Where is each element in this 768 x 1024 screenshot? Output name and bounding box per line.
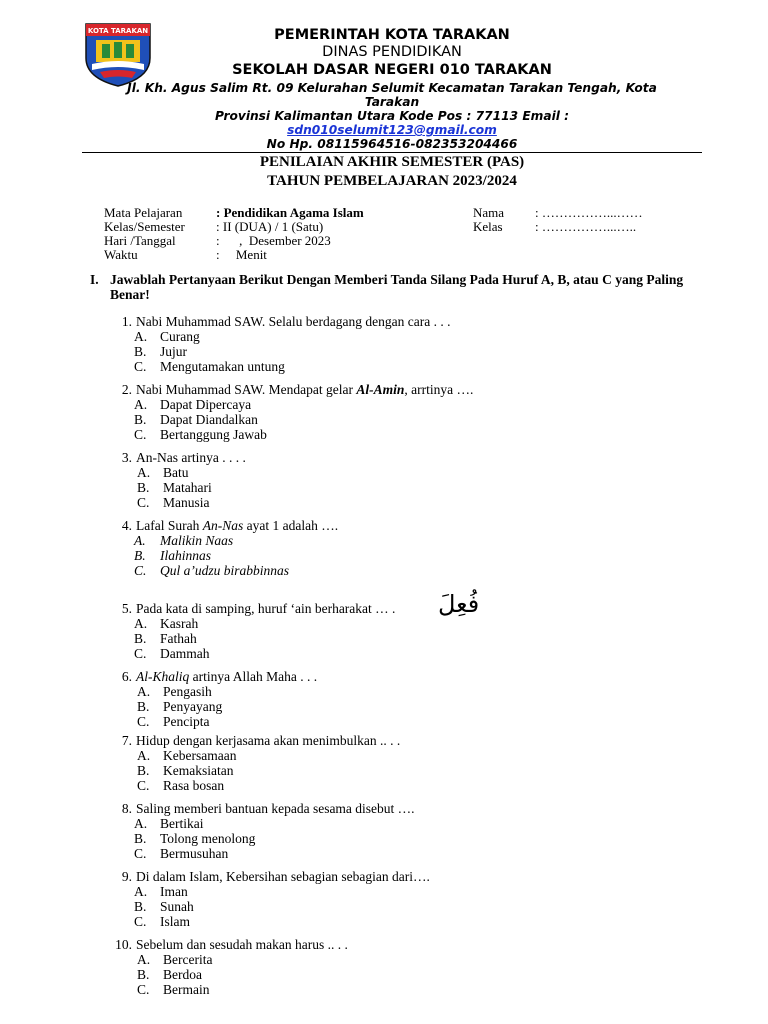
question-text-part: Lafal Surah — [136, 518, 203, 533]
question-text — [136, 382, 473, 397]
option-letter: A. — [134, 329, 148, 344]
question-text — [136, 869, 430, 884]
option-text: Manusia — [163, 495, 210, 510]
question-number: 7. — [121, 733, 132, 748]
option-letter: C. — [134, 646, 147, 661]
question-number: 8. — [121, 801, 132, 816]
answer-option-4-b[interactable] — [134, 548, 211, 563]
subject-value: : Pendidikan Agama Islam — [216, 205, 364, 220]
question-text-part: , arrtinya …. — [404, 382, 474, 397]
option-letter: C. — [134, 359, 147, 374]
option-letter: B. — [134, 412, 147, 427]
answer-option-10-c[interactable] — [137, 982, 210, 997]
question-text-part: ayat 1 adalah …. — [243, 518, 339, 533]
class-label: Kelas/Semester — [104, 219, 185, 234]
option-letter: A. — [137, 465, 151, 480]
option-letter: B. — [134, 548, 146, 563]
option-letter: A. — [134, 533, 146, 548]
question-number: 5. — [121, 601, 132, 616]
question-italic-term: Al-Khaliq — [136, 669, 190, 684]
option-letter: C. — [137, 495, 150, 510]
address-line-2: Tarakan — [364, 95, 420, 109]
name-label: Nama — [473, 205, 505, 220]
option-text: Jujur — [160, 344, 187, 359]
question-text — [136, 450, 246, 465]
option-letter: B. — [134, 899, 147, 914]
option-text: Sunah — [160, 899, 194, 914]
answer-option-5-c[interactable] — [134, 646, 210, 661]
option-text: Fathah — [160, 631, 197, 646]
answer-option-9-b[interactable] — [134, 899, 194, 914]
answer-option-3-c[interactable] — [137, 495, 210, 510]
school-name: SEKOLAH DASAR NEGERI 010 TARAKAN — [232, 62, 552, 78]
question-text-part: artinya Allah Maha . . . — [189, 669, 318, 684]
option-letter: C. — [134, 563, 147, 578]
option-text: Islam — [160, 914, 190, 929]
option-letter: A. — [134, 616, 148, 631]
question-text-part: Hidup dengan kerjasama akan menimbulkan .. . . — [136, 733, 401, 748]
question-italic-term: An-Nas — [202, 518, 244, 533]
option-text: Curang — [160, 329, 200, 344]
question-text-part: Nabi Muhammad SAW. Selalu berdagang dengan cara . . . — [136, 314, 451, 329]
answer-option-6-a[interactable] — [137, 684, 212, 699]
answer-option-7-a[interactable] — [137, 748, 236, 763]
answer-option-2-b[interactable] — [134, 412, 258, 427]
option-letter: A. — [134, 884, 148, 899]
date-value: : , Desember 2023 — [216, 233, 331, 248]
option-text: Pengasih — [163, 684, 212, 699]
question-text-part: Saling memberi bantuan kepada sesama disebut …. — [136, 801, 415, 816]
option-letter: C. — [137, 778, 150, 793]
question-text — [136, 518, 338, 533]
section-number: I. — [90, 272, 99, 287]
date-label: Hari /Tanggal — [104, 233, 176, 248]
class-value: : II (DUA) / 1 (Satu) — [216, 219, 324, 234]
option-letter: A. — [134, 816, 148, 831]
answer-option-1-c[interactable] — [134, 359, 285, 374]
gov-name: PEMERINTAH KOTA TARAKAN — [274, 27, 510, 43]
option-letter: B. — [134, 344, 147, 359]
option-text: Malikin Naas — [160, 533, 234, 548]
name-value: : ……………...…… — [535, 205, 643, 220]
option-letter: B. — [134, 831, 147, 846]
answer-option-10-b[interactable] — [137, 967, 202, 982]
answer-option-8-b[interactable] — [134, 831, 255, 846]
exam-year: TAHUN PEMBELAJARAN 2023/2024 — [267, 173, 517, 189]
exam-title: PENILAIAN AKHIR SEMESTER (PAS) — [259, 154, 525, 170]
option-text: Qul a’udzu birabbinnas — [160, 563, 290, 578]
school-address — [80, 81, 704, 123]
option-text: Kebersamaan — [163, 748, 237, 763]
option-text: Dapat Diandalkan — [160, 412, 258, 427]
option-text: Bertanggung Jawab — [160, 427, 267, 442]
address-line-3: Provinsi Kalimantan Utara Kode Pos : 77113 Email : — [214, 109, 570, 123]
answer-option-6-c[interactable] — [137, 714, 210, 729]
answer-option-9-a[interactable] — [134, 884, 188, 899]
time-label: Waktu — [104, 247, 138, 262]
question-number: 3. — [121, 450, 132, 465]
option-letter: B. — [137, 763, 150, 778]
option-text: Tolong menolong — [160, 831, 256, 846]
option-text: Ilahinnas — [160, 548, 212, 563]
question-text-part: Sebelum dan sesudah makan harus .. . . — [136, 937, 348, 952]
section-instruction: Jawablah Pertanyaan Berikut Dengan Memberi Tanda Silang Pada Huruf A, B, atau C yang Paling Benar! — [110, 272, 684, 302]
answer-option-3-b[interactable] — [137, 480, 212, 495]
subject-label: Mata Pelajaran — [104, 205, 183, 220]
question-text-part: Di dalam Islam, Kebersihan sebagian sebagian dari…. — [136, 869, 430, 884]
option-text: Mengutamakan untung — [160, 359, 285, 374]
option-text: Batu — [163, 465, 189, 480]
answer-option-7-c[interactable] — [137, 778, 224, 793]
answer-option-6-b[interactable] — [137, 699, 222, 714]
option-letter: A. — [134, 397, 148, 412]
option-text: Matahari — [163, 480, 212, 495]
answer-option-5-a[interactable] — [134, 616, 198, 631]
option-letter: C. — [137, 982, 150, 997]
answer-option-3-a[interactable] — [137, 465, 189, 480]
phone-number: No Hp. 08115964516-082353204466 — [266, 137, 518, 151]
department-name: DINAS PENDIDIKAN — [322, 44, 462, 60]
option-letter: B. — [137, 699, 150, 714]
option-letter: A. — [137, 748, 151, 763]
option-letter: B. — [137, 967, 150, 982]
option-text: Bermain — [163, 982, 210, 997]
option-text: Bercerita — [163, 952, 213, 967]
time-value: : Menit — [216, 247, 267, 262]
question-number: 4. — [121, 518, 132, 533]
option-letter: A. — [137, 952, 151, 967]
question-number: 2. — [121, 382, 132, 397]
option-text: Dammah — [160, 646, 210, 661]
question-italic-term: Al-Amin — [356, 382, 405, 397]
question-text-part: Pada kata di samping, huruf ‘ain berharakat … . — [136, 601, 396, 616]
question-text — [136, 314, 450, 329]
option-letter: C. — [134, 427, 147, 442]
header-divider — [82, 152, 702, 153]
option-text: Bertikai — [160, 816, 204, 831]
option-text: Dapat Dipercaya — [160, 397, 252, 412]
answer-option-8-c[interactable] — [134, 846, 228, 861]
answer-option-1-b[interactable] — [134, 344, 187, 359]
question-text — [136, 733, 400, 748]
answer-option-2-c[interactable] — [134, 427, 267, 442]
option-letter: A. — [137, 684, 151, 699]
option-text: Penyayang — [163, 699, 223, 714]
question-text — [136, 601, 395, 616]
answer-option-9-c[interactable] — [134, 914, 190, 929]
option-letter: C. — [137, 714, 150, 729]
question-number: 1. — [121, 314, 132, 329]
option-letter: B. — [134, 631, 147, 646]
option-text: Rasa bosan — [163, 778, 225, 793]
answer-option-5-b[interactable] — [134, 631, 197, 646]
answer-option-4-c[interactable] — [134, 563, 289, 578]
question-text — [136, 669, 317, 684]
option-text: Kemaksiatan — [163, 763, 234, 778]
kelas-label: Kelas — [473, 219, 503, 234]
option-text: Iman — [160, 884, 188, 899]
option-text: Kasrah — [160, 616, 199, 631]
option-text: Bermusuhan — [160, 846, 229, 861]
question-text — [136, 937, 348, 952]
option-text: Berdoa — [163, 967, 202, 982]
arabic-word: فُعِلَ — [438, 590, 480, 618]
option-text: Pencipta — [163, 714, 210, 729]
answer-option-1-a[interactable] — [134, 329, 200, 344]
answer-option-10-a[interactable] — [137, 952, 212, 967]
question-text-part: Nabi Muhammad SAW. Mendapat gelar — [136, 382, 357, 397]
answer-option-8-a[interactable] — [134, 816, 204, 831]
question-text — [136, 801, 415, 816]
option-letter: C. — [134, 914, 147, 929]
answer-option-4-a[interactable] — [134, 533, 233, 548]
svg-text:KOTA TARAKAN: KOTA TARAKAN — [87, 27, 149, 35]
option-letter: B. — [137, 480, 150, 495]
answer-option-2-a[interactable] — [134, 397, 251, 412]
email-link[interactable]: sdn010selumit123@gmail.com — [287, 123, 497, 137]
answer-option-7-b[interactable] — [137, 763, 233, 778]
question-number: 9. — [121, 869, 132, 884]
question-number: 10. — [115, 937, 132, 952]
address-line-1: Jl. Kh. Agus Salim Rt. 09 Kelurahan Selumit Kecamatan Tarakan Tengah, Kota — [127, 81, 657, 95]
kelas-value: : ……………...….. — [535, 219, 637, 234]
question-text-part: An-Nas artinya . . . . — [136, 450, 246, 465]
question-number: 6. — [121, 669, 132, 684]
option-letter: C. — [134, 846, 147, 861]
